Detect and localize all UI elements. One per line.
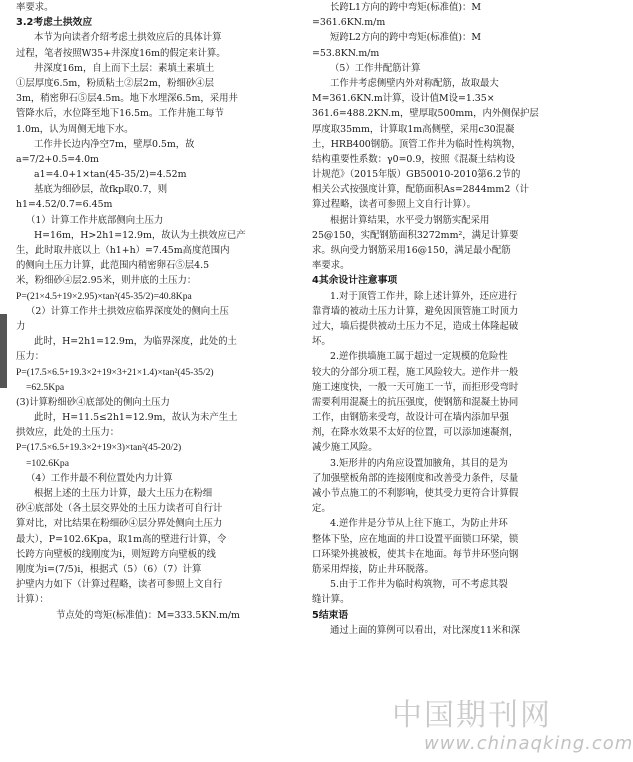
text-line: 根据上述的土压力计算，最大土压力在粉细 <box>34 488 213 499</box>
text-line: 口环梁外挑被板，使其卡在地面。每节井环竖向钢 <box>312 548 519 560</box>
text-line: 缝计算。 <box>312 594 350 606</box>
text-line: =53.8KN.m/m <box>312 47 380 59</box>
text-line: 过大，墙后提供被动土压力不足，造成土体隆起破 <box>312 320 519 332</box>
text-line: 靠背墙的被动土压力计算，避免因顶管施工时顶力 <box>312 305 519 317</box>
text-line: 5.由于工作井为临时构筑物，可不考虑其裂 <box>330 579 508 591</box>
text-line: h1=4.52/0.7=6.45m <box>16 199 113 211</box>
text-line: 厚度取35mm，计算取1m高侧壁，采用c30混凝 <box>312 123 515 135</box>
text-line: 节点处的弯矩(标准值)：M=333.5KN.m/m <box>56 609 240 621</box>
text-line: 1.对于顶管工作井，除上述计算外，还应进行 <box>330 290 518 302</box>
text-line: 井深度16m，自上而下土层：素填土素填土 <box>34 62 215 74</box>
text-line: （1）计算工作井底部侧向土压力 <box>26 214 164 226</box>
section-heading: 3.2考虑土拱效应 <box>16 17 93 29</box>
text-line: 3m，稍密卵石⑤层4.5m。地下水埋深6.5m，采用井 <box>16 93 238 105</box>
text-line: 通过上面的算例可以看出，对比深度11米和深 <box>330 624 521 636</box>
text-line: 的侧向土压力计算，此范围内稍密卵石⑤层4.5 <box>16 260 210 272</box>
text-line: 工作，由钢筋来受弯，故设计可在墙内添加早强 <box>312 412 509 424</box>
formula-line: =62.5Kpa <box>26 381 65 393</box>
formula-line: P=(17.5×6.5+19.3×2+19×3)×tan²(45-20/2) <box>16 442 182 454</box>
text-line: 此时，H=11.5≤2h1=12.9m，故认为未产生土 <box>34 412 238 424</box>
text-line: 刚度为i=(7/5)i，根据式（5）（6）（7）计算 <box>16 563 202 575</box>
formula-line: P=(17.5×6.5+19.3×2+19×3+21×1.4)×tan²(45-35/2) <box>16 366 214 378</box>
text-line: 施工速度快，一般一天可施工一节，而拒形受弯时 <box>312 381 519 393</box>
text-line: 需要利用混凝土的抗压强度，使钢筋和混凝土协同 <box>312 396 519 408</box>
text-line: 2.逆作拱墙施工属于超过一定规模的危险性 <box>330 351 508 363</box>
text-line: =361.6KN.m/m <box>312 17 386 29</box>
text-line: 生，此时取井底以上（h1+h）=7.45m高度范围内 <box>16 245 230 256</box>
text-line: 基底为细砂层，故fkp取0.7，则 <box>34 184 168 196</box>
text-line: 长跨方向壁板的线刚度为i，则短跨方向壁板的线 <box>16 548 216 560</box>
text-line: 1.0m，认为周侧无地下水。 <box>16 123 134 135</box>
text-line: 坏。 <box>312 336 331 348</box>
text-line: 工作井长边内净空7m，壁厚0.5m，故 <box>34 138 195 150</box>
text-line: 减少施工风险。 <box>312 442 378 454</box>
text-line: 米，粉细砂④层2.95米，则井底的土压力： <box>16 275 197 287</box>
text-line: 最大），P=102.6Kpa，取1m高的壁进行计算，令 <box>16 533 227 545</box>
text-line: 土，HRB400钢筋。顶管工作井为临时性构筑物， <box>312 138 521 150</box>
text-line: 减小节点施工的不利影响，使其受力更符合计算假 <box>312 488 519 499</box>
text-line: 本节为向读者介绍考虑土拱效应后的具体计算 <box>34 32 222 44</box>
text-line: a=7/2+0.5=4.0m <box>16 153 99 165</box>
text-line: 求。纵向受力钢筋采用16@150，满足最小配筋 <box>312 245 511 256</box>
text-line: 整体下坠，应在地面的井口设置平面锁口环梁，锁 <box>312 533 519 545</box>
text-line: 短跨L2方向的跨中弯矩(标准值)：M <box>330 32 481 44</box>
text-line: 结构重要性系数：γ0=0.9，按照《混凝土结构设 <box>312 153 516 165</box>
text-line: 计算）： <box>16 594 49 606</box>
text-line: M=361.6KN.m计算，设计值M设=1.35× <box>312 93 495 105</box>
watermark-url: www.chinaqking.com <box>424 733 633 754</box>
right-column <box>312 0 601 638</box>
text-line: （2）计算工作井土拱效应临界深度处的侧向土压 <box>26 305 229 317</box>
text-line: 3.矩形井的内角应设置加腋角，其目的是为 <box>330 457 508 469</box>
text-line: 压力： <box>16 351 45 363</box>
text-line: 砂④底部处（各土层交界处的土压力读者可自行计 <box>16 503 223 515</box>
text-line: （4）工作井最不利位置处内力计算 <box>26 472 173 484</box>
text-line: 拱效应，此处的土压力： <box>16 427 120 439</box>
text-line: 长跨L1方向的跨中弯矩(标准值)：M <box>330 2 481 13</box>
text-line: 计规范》（2015年版）GB50010-2010第6.2节的 <box>312 169 521 181</box>
text-line: （5）工作井配筋计算 <box>330 62 421 74</box>
text-line: 算对比，对比结果在粉细砂④层分界处侧向土压力 <box>16 518 223 530</box>
text-line: 算过程略，读者可参照上文自行计算）。 <box>312 199 477 211</box>
text-line: 361.6=488.2KN.m，壁厚取500mm，内外侧保护层 <box>312 108 539 120</box>
text-line: 根据计算结果，水平受力钢筋实配采用 <box>330 214 490 226</box>
text-line: 护壁内力如下（计算过程略，读者可参照上文自行 <box>16 579 223 591</box>
text-line: 率要求。 <box>16 2 54 13</box>
text-line: 定。 <box>312 503 331 515</box>
section-heading: 5结束语 <box>312 609 349 621</box>
text-line: 筋采用焊接，防止井环脱落。 <box>312 563 434 575</box>
text-line: 工作井考虑侧壁内外对称配筋，故取最大 <box>330 77 499 89</box>
text-line: ①层厚度6.5m，粉质粘土②层2m，粉细砂④层 <box>16 77 215 89</box>
text-line: 较大的分部分项工程，施工风险较大。逆作井一般 <box>312 366 519 378</box>
text-line: 了加强壁板角部的连接刚度和改善受力条件，尽量 <box>312 472 519 484</box>
text-line: H=16m，H>2h1=12.9m，故认为土拱效应已产 <box>34 229 246 241</box>
text-line: 25@150，实配钢筋面积3272mm²，满足计算要 <box>312 229 519 241</box>
text-line: 过程，笔者按照W35+井深度16m的假定来计算。 <box>16 47 226 59</box>
text-line: 此时，H=2h1=12.9m，为临界深度，此处的土 <box>34 336 237 348</box>
text-line: a1=4.0+1×tan(45-35/2)=4.52m <box>34 169 187 181</box>
text-line: 相关公式按强度计算，配筋面积As=2844mm2（计 <box>312 184 530 196</box>
formula-line: =102.6Kpa <box>26 457 69 469</box>
formula-line: P=(21×4.5+19×2.95)×tan²(45-35/2)=40.8Kpa <box>16 290 192 302</box>
text-line: 力 <box>16 320 26 332</box>
text-line: 剂，在降水效果不太好的位置，可以添加速凝剂， <box>312 427 519 439</box>
page-edge-marker <box>0 314 7 388</box>
watermark-title: 中国期刊网 <box>392 698 552 733</box>
text-line: 率要求。 <box>312 260 350 272</box>
left-column <box>16 0 303 623</box>
text-line: 4.逆作井是分节从上往下施工，为防止井环 <box>330 518 508 530</box>
text-line: 管降水后，水位降至地下16.5m。工作井施工每节 <box>16 108 224 120</box>
section-heading: 4其余设计注意事项 <box>312 275 398 287</box>
text-line: (3)计算粉细砂④底部处的侧向土压力 <box>16 396 170 408</box>
